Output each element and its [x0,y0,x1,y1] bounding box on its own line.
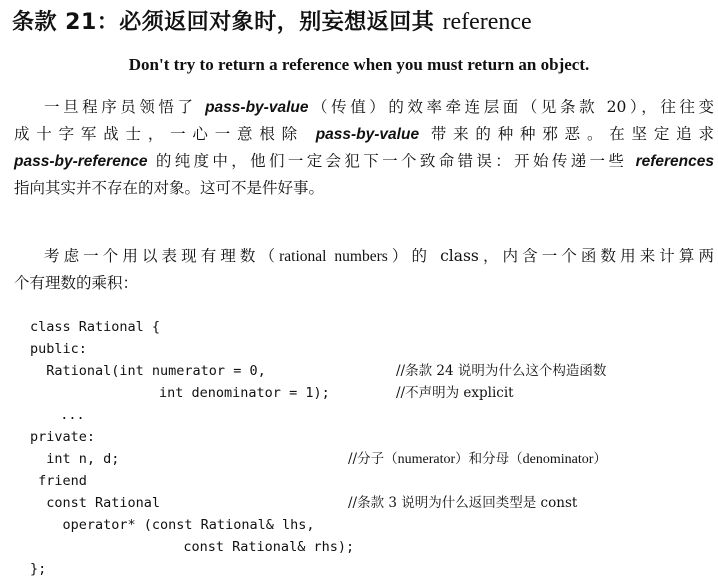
text-run: 带来的种种邪恶。在坚定追求 [430,125,714,143]
code-line [30,316,710,338]
paragraph-2-line-2: 个有理数的乘积： [14,274,139,292]
comment-run-latin: numerator [397,452,456,467]
comment-run-latin: denominator [522,452,594,467]
code-line [30,470,710,492]
code-line [30,448,710,470]
text-run: 的纯度中，他们一定会犯下一个致命错误：开始传递一些 [155,152,628,170]
code-text: ... [44,407,85,423]
term-pass-by-value: pass-by-value [315,126,420,143]
code-text: public: [30,341,87,357]
code-text: int denominator = 1); [94,385,330,401]
code-block [30,316,710,580]
term-pass-by-value: pass-by-value [205,99,309,116]
code-text: const Rational [30,495,161,511]
code-text: class Rational { [30,319,161,335]
code-text: private: [30,429,96,445]
code-line [30,338,710,360]
code-line [30,558,710,580]
code-line [30,536,710,558]
code-line [30,404,710,426]
code-comment: //条款 24 说明为什么这个构造函数 [396,363,607,379]
code-line [30,426,710,448]
paragraph-1-line-3 [14,148,714,175]
code-text: int n, d; [30,451,120,467]
paragraph-1-line-4: 指向其实并不存在的对象。这可不是件好事。 [14,179,325,197]
text-run: 成十字军战士，一心一意根除 [14,125,304,143]
comment-run: //分子（ [348,451,398,467]
code-line [30,360,710,382]
text-run: ）的 class，内含一个函数用来计算两 [387,247,714,265]
paragraph-2-line-1 [14,243,714,270]
code-comment [348,448,607,471]
term-references: references [635,153,714,170]
code-text: operator* (const Rational& lhs, [30,517,315,533]
code-comment: //条款 3 说明为什么返回类型是 const [348,495,578,511]
code-comment: //不声明为 explicit [396,385,514,401]
code-text: Rational(int numerator = 0, [30,363,266,379]
text-run: 一旦程序员领悟了 [44,98,197,116]
code-text: }; [30,561,47,577]
paragraph-1 [14,94,714,202]
paragraph-2 [14,243,714,297]
code-line [30,492,710,514]
code-line [30,514,710,536]
code-line [30,382,710,404]
comment-run: ） [593,451,607,467]
paragraph-1-line-2 [14,121,714,148]
term-pass-by-reference: pass-by-reference [14,153,148,170]
code-text: const Rational& rhs); [94,539,355,555]
item-subtitle: Don't try to return a reference when you must return an object. [128,55,590,74]
item-title-cn: 条款 21：必须返回对象时，别妄想返回其 [12,10,435,35]
item-title-en: reference [442,9,532,35]
text-run-latin: rational numbers [279,248,388,265]
code-text: friend [30,473,87,489]
text-run: 考虑一个用以表现有理数（ [44,247,280,265]
comment-run: ）和分母（ [455,451,523,467]
item-title [12,6,712,38]
text-run: （传值）的效率牵连层面（见条款 20），往往变 [308,98,714,116]
paragraph-1-line-1 [14,94,714,121]
